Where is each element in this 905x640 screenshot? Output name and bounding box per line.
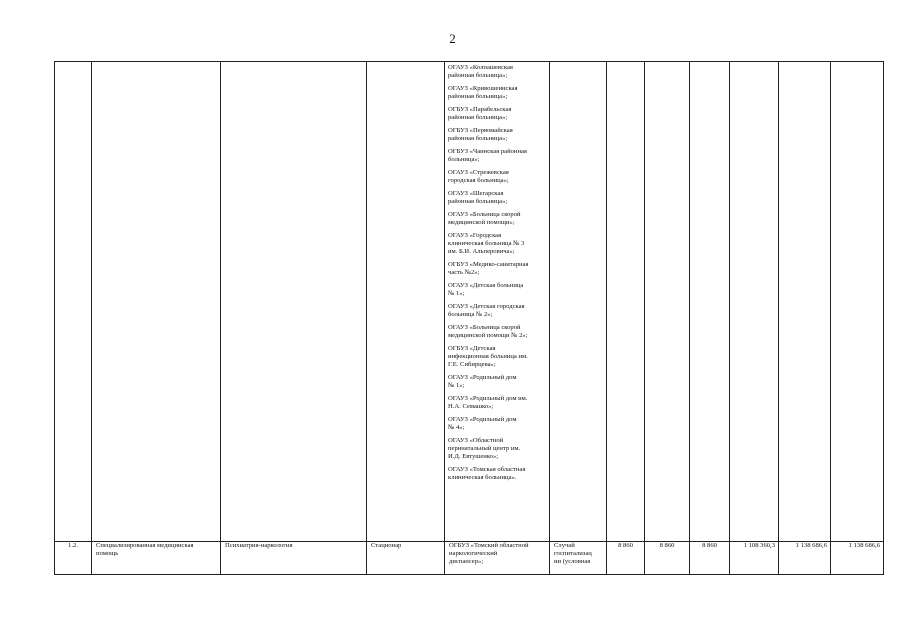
organization-line: ОГБУЗ «Медико-санитарная (448, 261, 529, 268)
organization-line: районная больница»; (448, 93, 508, 100)
cell-unit-empty (550, 62, 607, 542)
cell-profile-empty (221, 62, 367, 542)
organization-line: Н.А. Семашко»; (448, 403, 494, 410)
organization-item (448, 106, 546, 122)
cell-care-type-empty (92, 62, 221, 542)
organization-line: районная больница»; (448, 198, 508, 205)
care-type-line-2: помощь (96, 550, 119, 557)
organization-item (448, 466, 546, 482)
organization-line: ОГБУЗ «Детская (448, 345, 496, 352)
organization-line: ОГАУЗ «Родильный дом (448, 416, 517, 423)
volume-2: 8 860 (645, 542, 690, 575)
row-number: 1.2. (55, 542, 92, 575)
organization-item (448, 303, 546, 319)
organization-line: районная больница»; (448, 72, 508, 79)
organization-line: инфекционная больница им. (448, 353, 528, 360)
care-condition: Стационар (367, 542, 445, 575)
organization-line: ОГАУЗ «Стрежевская (448, 169, 509, 176)
medical-profile: Психиатрия-наркология (221, 542, 367, 575)
page-number: 2 (449, 31, 456, 46)
organization-line: ОГАУЗ «Родильный дом им. (448, 395, 528, 402)
organization-item (448, 261, 546, 277)
cell-cost1-empty (730, 62, 779, 542)
organization-list (448, 64, 546, 482)
organization-item (448, 148, 546, 164)
cost-3: 1 138 686,6 (831, 542, 884, 575)
organization-line: И.Д. Евтушенко»; (448, 453, 499, 460)
cost-2: 1 138 686,6 (779, 542, 831, 575)
organization-item (448, 374, 546, 390)
cell-organizations (445, 62, 550, 542)
organization-item (448, 190, 546, 206)
organization-line: ОГАУЗ «Детская больница (448, 282, 524, 289)
cell-vol1-empty (607, 62, 645, 542)
organization-line: медицинской помощи»; (448, 219, 515, 226)
volume-3: 8 860 (690, 542, 730, 575)
organization-line: им. Б.И. Альперовича»; (448, 248, 515, 255)
organization-line-2: наркологический (449, 550, 498, 557)
organization-line: ОГБУЗ «Чаинская районная (448, 148, 527, 155)
organization-line: ОГАУЗ «Больница скорой (448, 211, 521, 218)
organization-item (448, 437, 546, 461)
organization-line: перинатальный центр им. (448, 445, 521, 452)
organization-line: ОГАУЗ «Больница скорой (448, 324, 521, 331)
cell-vol3-empty (690, 62, 730, 542)
organization-line: ОГБУЗ «Первомайская (448, 127, 513, 134)
organization-line: ОГАУЗ «Детская городская (448, 303, 525, 310)
financing-table (54, 61, 884, 575)
table-row-1-2 (55, 542, 884, 575)
care-type-line-1: Специализированная медицинская (96, 542, 194, 549)
organization-line: ОГАУЗ «Томская областная (448, 466, 526, 473)
organization-line: ОГАУЗ «Шегарская (448, 190, 504, 197)
organization-item (448, 324, 546, 340)
organization-line: № 1»; (448, 290, 465, 297)
organization-line: больница № 2»; (448, 311, 493, 318)
organization-item (448, 416, 546, 432)
organization-line: часть №2»; (448, 269, 480, 276)
cell-number-empty (55, 62, 92, 542)
organization-line: районная больница»; (448, 135, 508, 142)
cell-vol2-empty (645, 62, 690, 542)
organization-line: ОГБУЗ «Парабельская (448, 106, 512, 113)
organization-line-3: диспансер»; (449, 558, 484, 565)
organization-item (448, 85, 546, 101)
unit-line-2: госпитализац (554, 550, 592, 557)
unit-line-1: Случай (554, 542, 575, 549)
organization-line: ОГАУЗ «Областной (448, 437, 504, 444)
organization-item (448, 395, 546, 411)
organization-item (448, 169, 546, 185)
organization-line-1: ОГБУЗ «Томский областной (449, 542, 529, 549)
organization-line: № 4»; (448, 424, 465, 431)
organization-line: ОГАУЗ «Родильный дом (448, 374, 517, 381)
table-row-continuation (55, 62, 884, 542)
unit-of-measure (550, 542, 607, 575)
care-type (92, 542, 221, 575)
organization-line: Г.Е. Сибирцева»; (448, 361, 496, 368)
organization-line: ОГАУЗ «Городская (448, 232, 502, 239)
unit-line-3: ии (условная (554, 558, 591, 565)
organization-item (448, 127, 546, 143)
organization-item (448, 64, 546, 80)
organization-line: медицинской помощи № 2»; (448, 332, 528, 339)
organization-line: № 1»; (448, 382, 465, 389)
organization-line: клиническая больница № 3 (448, 240, 525, 247)
organization-line: клиническая больница». (448, 474, 517, 481)
organization-line: городская больница»; (448, 177, 509, 184)
organization-line: ОГАУЗ «Кривошеинская (448, 85, 518, 92)
organization-line: ОГАУЗ «Колпашевская (448, 64, 513, 71)
cost-1: 1 108 360,3 (730, 542, 779, 575)
cell-cost2-empty (779, 62, 831, 542)
organization-item (448, 282, 546, 298)
organization-item (448, 211, 546, 227)
organization-line: больница»; (448, 156, 480, 163)
organization-item (448, 345, 546, 369)
cell-condition-empty (367, 62, 445, 542)
volume-1: 8 860 (607, 542, 645, 575)
organization-item (448, 232, 546, 256)
organization-line: районная больница»; (448, 114, 508, 121)
cell-cost3-empty (831, 62, 884, 542)
organization (445, 542, 550, 575)
